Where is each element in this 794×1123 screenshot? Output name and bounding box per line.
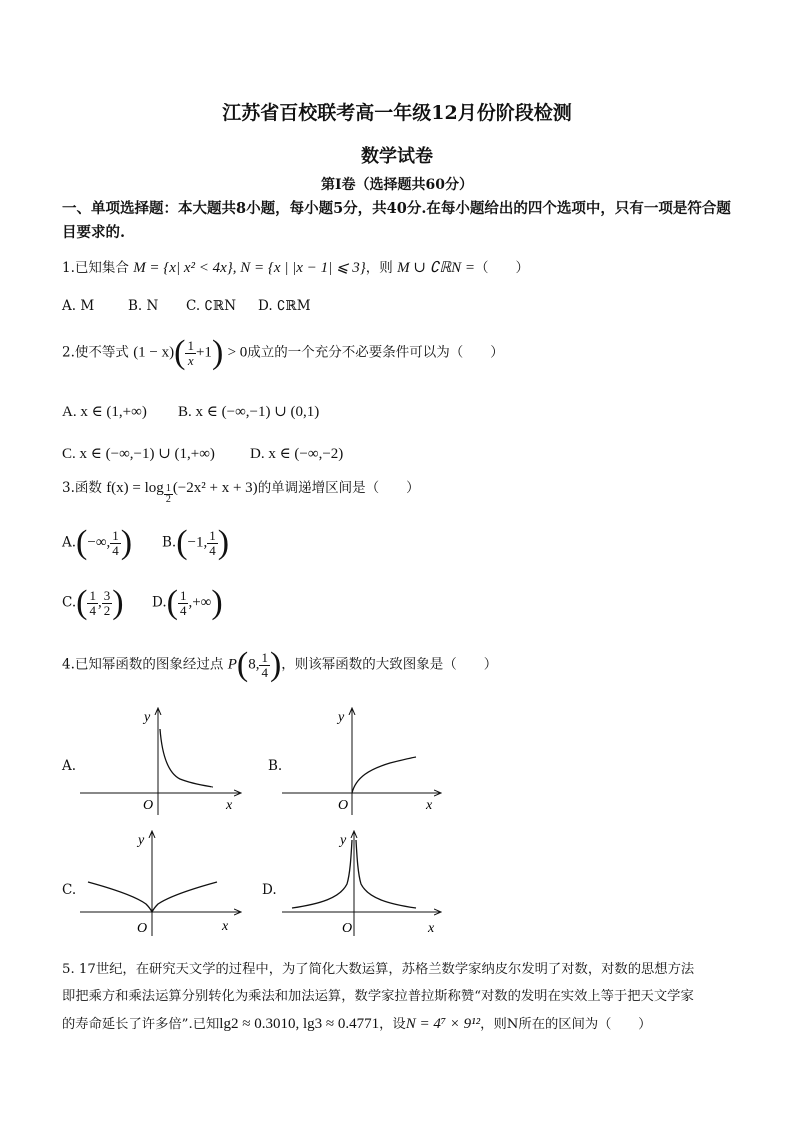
question-5-line-3: 的寿命延长了许多倍”.已知lg2 ≈ 0.3010, lg3 ≈ 0.4771，设N = 4⁷ × 9¹²，则N所在的区间为（ ） [62, 1016, 652, 1032]
graph-c-y-label: y [138, 833, 145, 848]
q1-option-c: C. ∁ℝN [186, 298, 237, 314]
graph-d-curve-left [292, 840, 352, 908]
graph-b-origin: O [338, 798, 349, 813]
question-2: 2.使不等式 (1 − x)( $\frac{1}{x}$ +1) > 0成立的一个充分不必要条件可以为（ ） [62, 334, 504, 371]
graph-a [80, 705, 250, 820]
graph-d [280, 828, 450, 943]
q1-option-b: B. N [128, 298, 159, 314]
graph-b-curve [352, 757, 416, 793]
q2-option-c: C. x ∈ (−∞,−1) ∪ (1,+∞) [62, 446, 215, 462]
document-title: 江苏省百校联考高一年级12月份阶段检测 [222, 102, 572, 124]
graph-d-origin: O [342, 921, 353, 936]
q1-option-a: A. M [62, 298, 95, 314]
graph-a-x-label: x [226, 798, 233, 813]
q1-option-d: D. ∁ℝM [258, 298, 311, 314]
section-instructions: 一、单项选择题：本大题共8小题，每小题5分，共40分.在每小题给出的四个选项中，只有一项是符合题目要求的. [62, 200, 731, 241]
q3-option-a: A.(−∞, $\frac{1}{4}$ ) [62, 524, 133, 561]
question-1: 1.已知集合 M = {x| x² < 4x}, N = {x | |x − 1| ⩽ 3}，则 M ∪ ∁ℝN =（ ） [62, 260, 529, 276]
graph-c-origin: O [137, 921, 148, 936]
graph-a-origin: O [143, 798, 154, 813]
graph-c [80, 828, 250, 943]
subject-title: 数学试卷 [361, 146, 433, 167]
graph-d-y-label: y [340, 833, 347, 848]
question-5-line-1: 5. 17世纪，在研究天文学的过程中，为了简化大数运算，苏格兰数学家纳皮尔发明了对数，对数的思想方法 [62, 962, 695, 977]
graph-label-d: D. [262, 882, 277, 898]
graph-a-curve [160, 729, 212, 787]
q1-expression: M ∪ ∁ℝN = [397, 260, 475, 276]
graph-b [280, 705, 450, 820]
set-m: M = {x| x² < 4x} [133, 260, 233, 276]
q2-option-b: B. x ∈ (−∞,−1) ∪ (0,1) [178, 404, 320, 420]
graph-label-a: A. [62, 758, 77, 774]
question-3: 3.函数 f(x) = log $\frac{1}{2}$ (−2x² + x + 3)的单调递增区间是（ ） [62, 480, 420, 505]
graph-b-y-label: y [338, 710, 345, 725]
graph-d-curve-right [356, 840, 416, 908]
graph-c-x-label: x [222, 919, 229, 934]
q2-option-a: A. x ∈ (1,+∞) [62, 404, 147, 420]
volume-title: 第I卷（选择题共60分） [320, 177, 474, 193]
question-4: 4.已知幂函数的图象经过点 P(8, $\frac{1}{4}$ )，则该幂函数的大致图象是（ ） [62, 646, 498, 683]
graph-label-c: C. [62, 882, 77, 898]
question-5-line-2: 即把乘方和乘法运算分别转化为乘法和加法运算，数学家拉普拉斯称赞“对数的发明在实效上等于把天文学家 [62, 989, 694, 1004]
q3-option-b: B.(−1, $\frac{1}{4}$ ) [162, 524, 230, 561]
q2-option-d: D. x ∈ (−∞,−2) [250, 446, 344, 462]
q3-option-c: C.( $\frac{1}{4}$ , $\frac{3}{2}$ ) [62, 584, 124, 621]
q3-option-d: D.( $\frac{1}{4}$ ,+∞) [152, 584, 223, 621]
graph-d-x-label: x [428, 921, 435, 936]
set-n: , N = {x | |x − 1| ⩽ 3} [232, 260, 366, 276]
graph-b-x-label: x [426, 798, 433, 813]
graph-label-b: B. [268, 758, 283, 774]
graph-a-y-label: y [144, 710, 151, 725]
